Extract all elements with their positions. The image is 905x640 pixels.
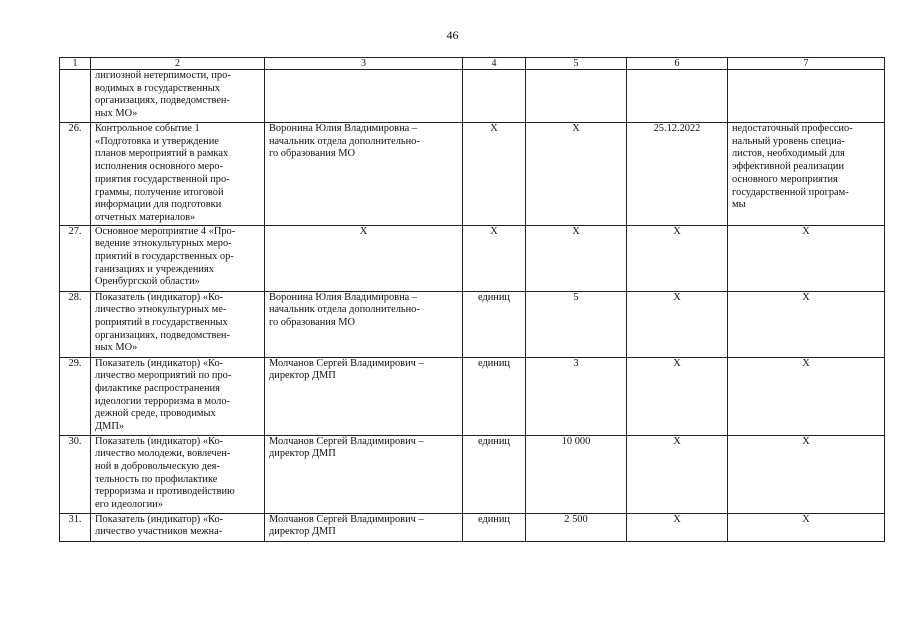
cell-text-line: Х <box>802 513 810 525</box>
cell-text-line: Показатель (индикатор) «Ко- <box>95 513 224 525</box>
date-cell <box>627 291 728 357</box>
unit-cell <box>463 435 526 513</box>
cell-text-line: Х <box>802 225 810 237</box>
cell-text: 5 <box>573 291 579 303</box>
cell-text: Х <box>673 513 681 525</box>
cell-text-line: роприятий в государственных <box>95 317 228 329</box>
value-cell <box>526 70 627 123</box>
cell-text-line: ных МО» <box>95 108 138 120</box>
table-row <box>60 291 885 357</box>
column-header-row <box>60 58 885 70</box>
cell-text: 2 500 <box>564 513 588 525</box>
column-header: 1 <box>60 58 91 70</box>
value-cell <box>526 357 627 435</box>
row-number-cell <box>60 357 91 435</box>
cell-text-line: приятий в государственных ор- <box>95 251 234 263</box>
cell-text: Х <box>673 291 681 303</box>
row-number-cell <box>60 435 91 513</box>
column-header: 2 <box>91 58 265 70</box>
cell-text-line: отчетных материалов» <box>95 211 196 223</box>
value-cell <box>526 123 627 226</box>
description-cell <box>91 291 265 357</box>
cell-text-line: начальник отдела дополнительно- <box>269 304 420 316</box>
cell-text-line: ганизациях и учреждениях <box>95 263 214 275</box>
date-cell <box>627 225 728 291</box>
cell-text: 29. <box>68 357 82 369</box>
cell-text-line: мы <box>732 199 746 211</box>
cell-text-line: терроризма и противодействию <box>95 486 235 498</box>
unit-cell <box>463 291 526 357</box>
cell-text-line: планов мероприятий в рамках <box>95 148 229 160</box>
cell-text-line: филактике распространения <box>95 383 220 395</box>
cell-text: Х <box>490 123 498 134</box>
unit-cell <box>463 225 526 291</box>
cell-text-line: го образования МО <box>269 317 355 329</box>
responsible-cell <box>265 225 463 291</box>
cell-text-line: организациях, подведомствен- <box>95 95 230 107</box>
cell-text-line: Воронина Юлия Владимировна – <box>269 123 418 134</box>
cell-text-line: его идеологии» <box>95 499 163 511</box>
cell-text: 25.12.2022 <box>653 123 701 134</box>
cell-text-line: ной в добровольческую дея- <box>95 461 220 473</box>
cell-text: 27. <box>68 225 82 237</box>
cell-text-line: личество участников межна- <box>95 526 223 538</box>
cell-text: 28. <box>68 291 82 303</box>
cell-text: 26. <box>68 123 82 134</box>
cell-text-line: Контрольное событие 1 <box>95 123 200 134</box>
risk-cell <box>728 225 885 291</box>
cell-text-line: нальный уровень специа- <box>732 135 845 147</box>
responsible-cell <box>265 70 463 123</box>
risk-cell <box>728 123 885 226</box>
cell-text-line: водимых в государственных <box>95 82 220 94</box>
cell-text-line: дежной среде, проводимых <box>95 408 216 420</box>
cell-text: единиц <box>477 513 510 525</box>
cell-text-line: лигиозной нетерпимости, про- <box>95 70 231 81</box>
risk-cell <box>728 357 885 435</box>
description-cell <box>91 123 265 226</box>
cell-text-line: директор ДМП <box>269 448 336 460</box>
table-row <box>60 513 885 541</box>
unit-cell <box>463 357 526 435</box>
cell-text-line: Показатель (индикатор) «Ко- <box>95 357 224 369</box>
cell-text-line: Молчанов Сергей Владимирович – <box>269 435 424 447</box>
cell-text-line: Основное мероприятие 4 «Про- <box>95 225 236 237</box>
cell-text: 31. <box>68 513 82 525</box>
cell-text-line: Х <box>802 291 810 303</box>
cell-text-line: личество мероприятий по про- <box>95 370 232 382</box>
row-number-cell <box>60 123 91 226</box>
responsible-cell <box>265 435 463 513</box>
cell-text: 10 000 <box>561 435 591 447</box>
description-cell <box>91 513 265 541</box>
cell-text: 30. <box>68 435 82 447</box>
cell-text: Х <box>572 225 580 237</box>
cell-text: Х <box>673 225 681 237</box>
row-number-cell <box>60 291 91 357</box>
table-row <box>60 225 885 291</box>
risk-cell <box>728 70 885 123</box>
cell-text-line: го образования МО <box>269 148 355 160</box>
cell-text-line: организациях, подведомствен- <box>95 329 230 341</box>
cell-text-line: граммы, получение итоговой <box>95 186 224 198</box>
cell-text-line: Показатель (индикатор) «Ко- <box>95 435 224 447</box>
risk-cell <box>728 435 885 513</box>
cell-text: единиц <box>477 435 510 447</box>
column-header: 6 <box>627 58 728 70</box>
unit-cell <box>463 123 526 226</box>
cell-text: единиц <box>477 357 510 369</box>
cell-text-line: «Подготовка и утверждение <box>95 135 219 147</box>
cell-text-line: Молчанов Сергей Владимирович – <box>269 513 424 525</box>
cell-text-line: Показатель (индикатор) «Ко- <box>95 291 224 303</box>
column-header: 3 <box>265 58 463 70</box>
responsible-cell <box>265 291 463 357</box>
cell-text: Х <box>673 357 681 369</box>
cell-text: 3 <box>573 357 579 369</box>
table-row <box>60 70 885 123</box>
cell-text-line: основного мероприятия <box>732 173 838 185</box>
plan-table <box>59 57 885 542</box>
cell-text-line: начальник отдела дополнительно- <box>269 135 420 147</box>
cell-text-line: Оренбургской области» <box>95 276 200 288</box>
column-header: 4 <box>463 58 526 70</box>
table-body <box>60 70 885 542</box>
cell-text-line: исполнения основного меро- <box>95 161 223 173</box>
cell-text-line: Х <box>359 225 368 237</box>
cell-text-line: ДМП» <box>95 421 125 433</box>
date-cell <box>627 435 728 513</box>
cell-text: единиц <box>477 291 510 303</box>
date-cell <box>627 123 728 226</box>
row-number-cell <box>60 513 91 541</box>
description-cell <box>91 70 265 123</box>
value-cell <box>526 513 627 541</box>
description-cell <box>91 225 265 291</box>
cell-text-line: тельность по профилактике <box>95 473 218 485</box>
cell-text: Х <box>673 435 681 447</box>
cell-text-line: директор ДМП <box>269 370 336 382</box>
cell-text-line: Х <box>802 435 810 447</box>
description-cell <box>91 435 265 513</box>
table-row <box>60 123 885 226</box>
row-number-cell <box>60 70 91 123</box>
responsible-cell <box>265 513 463 541</box>
cell-text-line: информации для подготовки <box>95 199 222 211</box>
cell-text-line: Воронина Юлия Владимировна – <box>269 291 418 303</box>
cell-text-line: приятия государственной про- <box>95 173 230 185</box>
cell-text-line: Х <box>802 357 810 369</box>
table-row <box>60 435 885 513</box>
cell-text-line: ных МО» <box>95 342 138 354</box>
value-cell <box>526 225 627 291</box>
page-number: 46 <box>446 28 459 42</box>
cell-text-line: эффективной реализации <box>732 161 845 173</box>
description-cell <box>91 357 265 435</box>
value-cell <box>526 435 627 513</box>
unit-cell <box>463 70 526 123</box>
date-cell <box>627 513 728 541</box>
cell-text-line: Молчанов Сергей Владимирович – <box>269 357 424 369</box>
cell-text-line: идеологии терроризма в моло- <box>95 395 231 407</box>
cell-text-line: недостаточный профессио- <box>732 123 853 134</box>
column-header: 5 <box>526 58 627 70</box>
value-cell <box>526 291 627 357</box>
date-cell <box>627 70 728 123</box>
cell-text-line: личество молодежи, вовлечен- <box>95 448 231 460</box>
cell-text-line: личество этнокультурных ме- <box>95 304 227 316</box>
row-number-cell <box>60 225 91 291</box>
cell-text-line: листов, необходимый для <box>732 148 845 160</box>
cell-text-line: ведение этнокультурных меро- <box>95 238 232 250</box>
table-row <box>60 357 885 435</box>
responsible-cell <box>265 123 463 226</box>
cell-text: Х <box>572 123 580 134</box>
risk-cell <box>728 513 885 541</box>
cell-text-line: государственной програм- <box>732 186 849 198</box>
cell-text: Х <box>490 225 498 237</box>
column-header: 7 <box>728 58 885 70</box>
unit-cell <box>463 513 526 541</box>
cell-text-line: директор ДМП <box>269 526 336 538</box>
responsible-cell <box>265 357 463 435</box>
date-cell <box>627 357 728 435</box>
risk-cell <box>728 291 885 357</box>
